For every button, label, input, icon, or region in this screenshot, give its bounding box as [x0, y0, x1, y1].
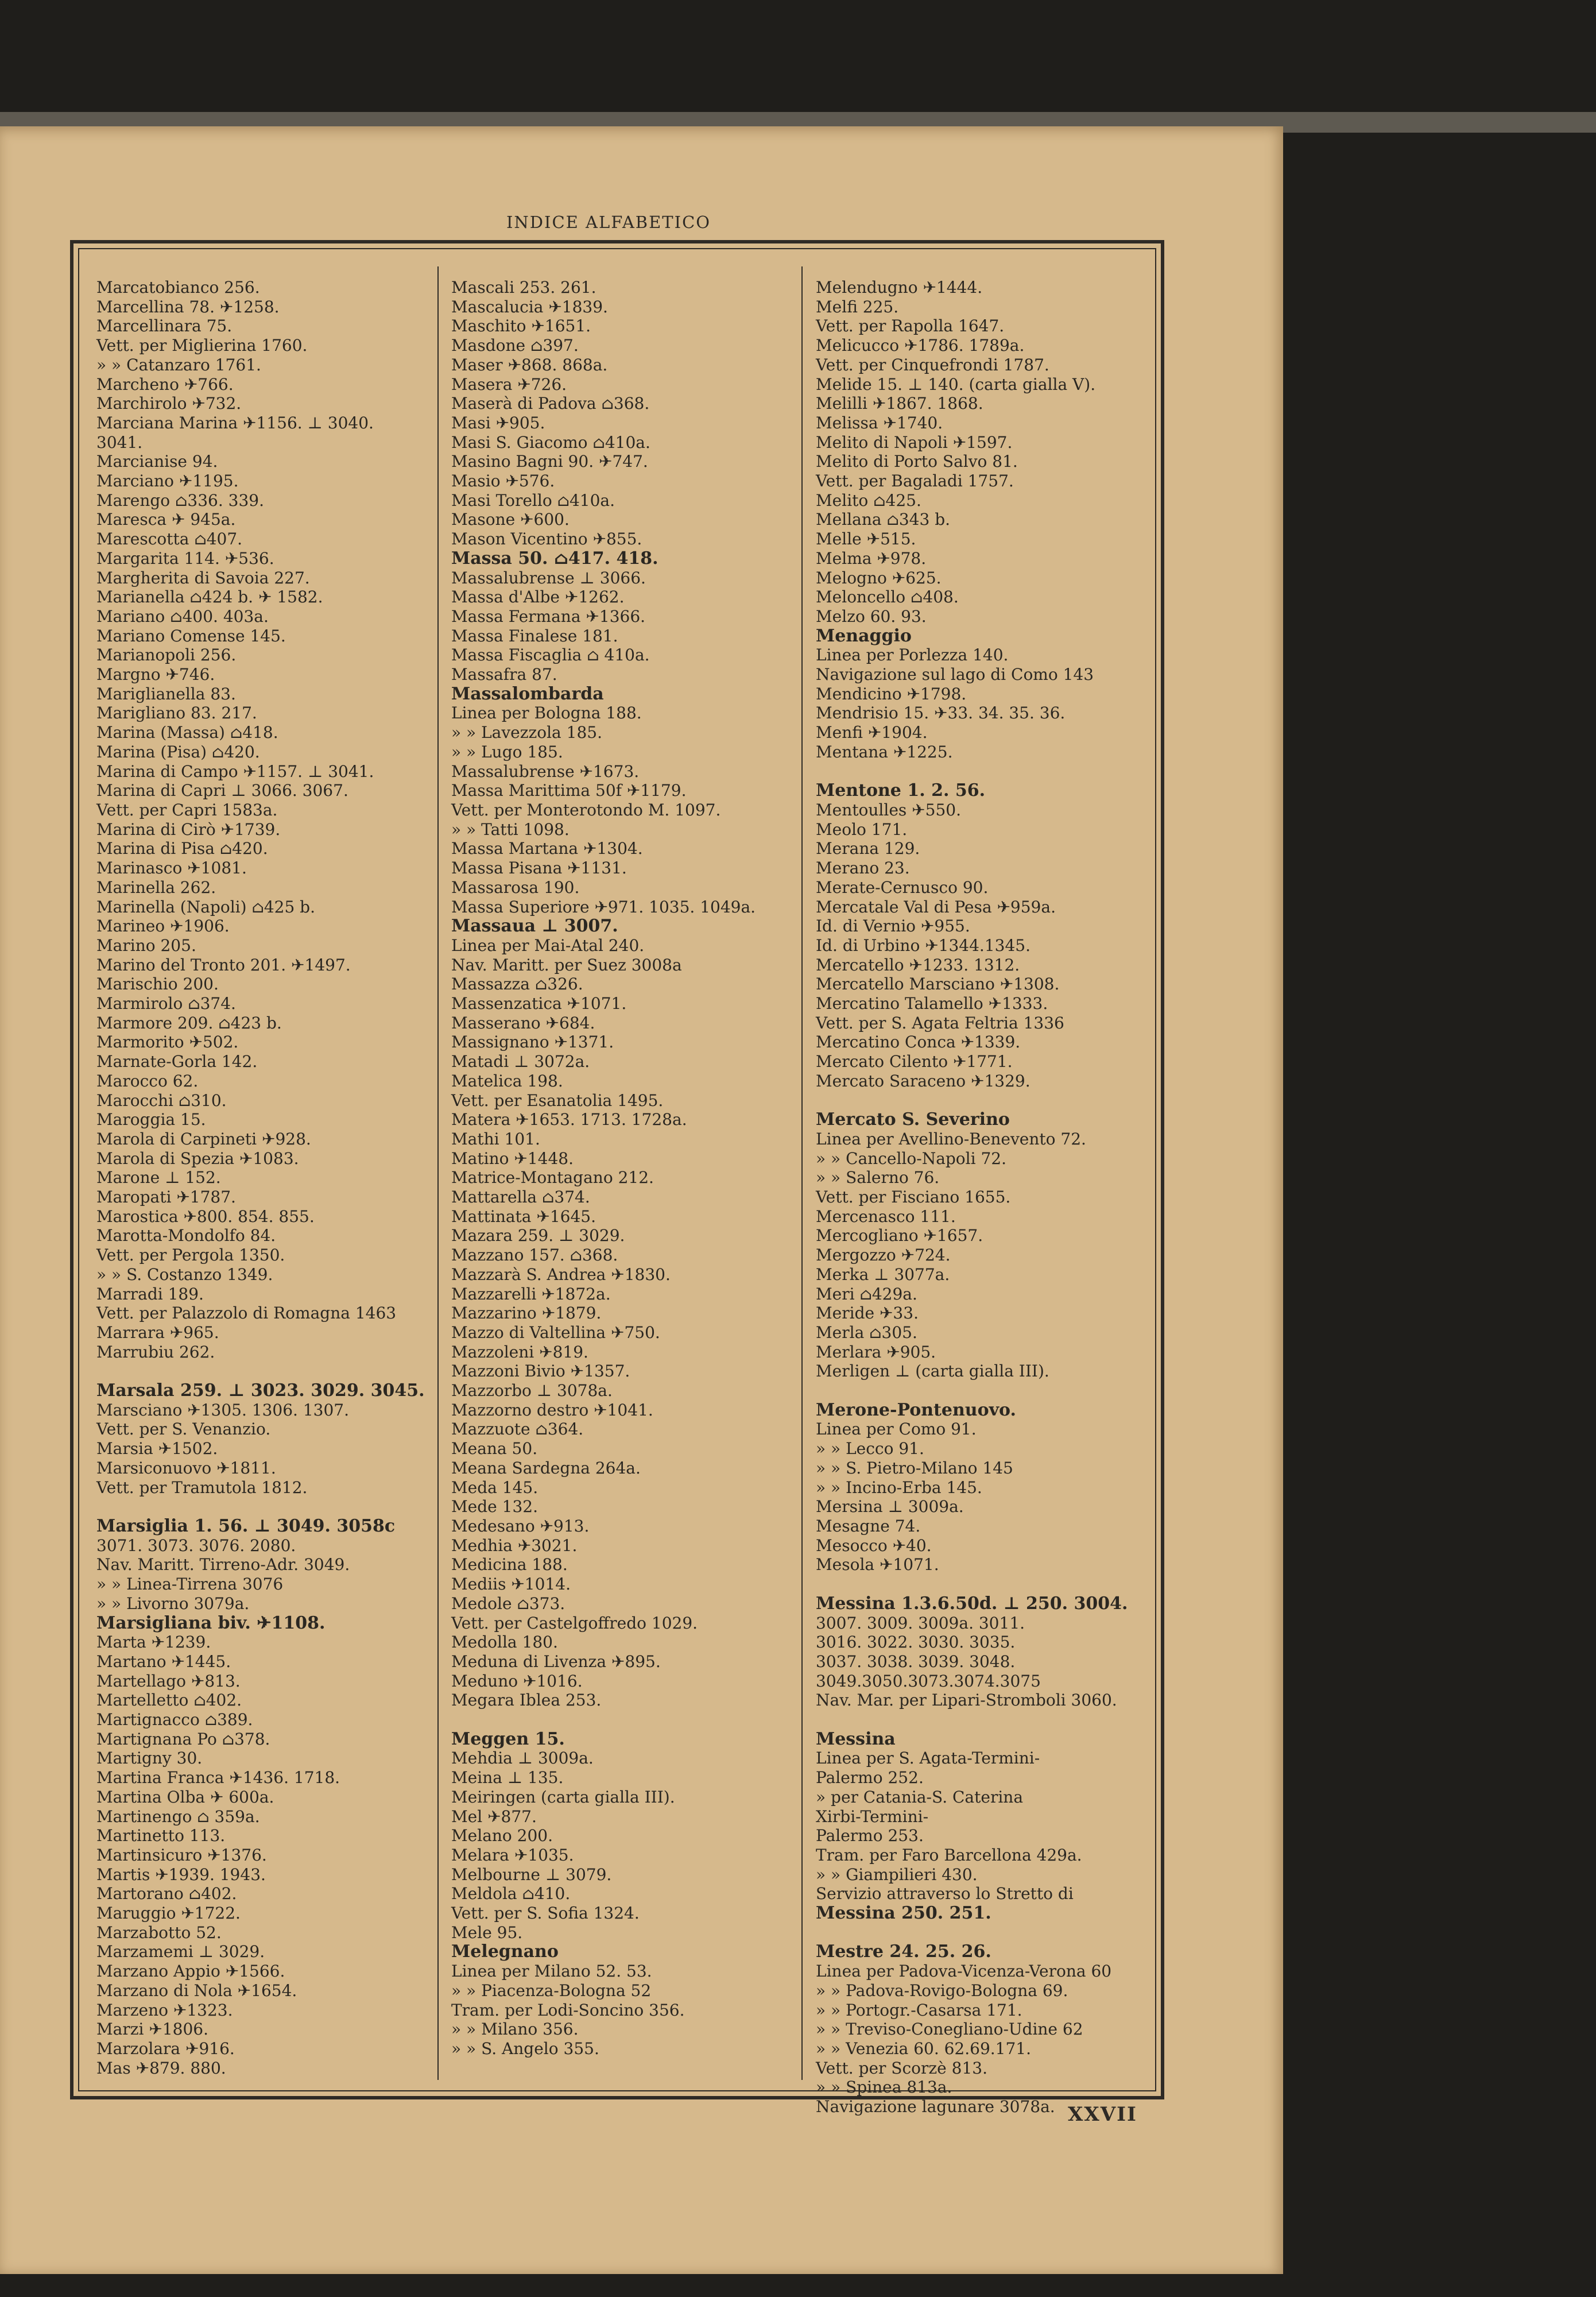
index-entry: Marzi ✈1806. [96, 2020, 208, 2039]
index-entry: » » Incino-Erba 145. [816, 1478, 982, 1497]
index-entry: Marocchi ⌂310. [96, 1091, 227, 1110]
index-entry: Masino Bagni 90. ✈747. [451, 452, 648, 471]
index-entry: Mede 132. [451, 1497, 538, 1517]
index-entry: Mazzorbo ⊥ 3078a. [451, 1381, 613, 1401]
index-entry: Merone-Pontenuovo. [816, 1399, 1016, 1420]
index-entry: » » Milano 356. [451, 2020, 579, 2039]
index-entry: » » Catanzaro 1761. [96, 355, 261, 374]
index-entry [451, 1710, 799, 1730]
index-entry: Mellana ⌂343 b. [816, 510, 951, 529]
index-entry [816, 762, 1155, 782]
index-entry: Linea per S. Agata-Termini- [816, 1749, 1040, 1768]
index-entry: Marmorito ✈502. [96, 1033, 239, 1052]
index-entry [816, 1381, 1155, 1401]
index-entry: Massazza ⌂326. [451, 975, 583, 994]
index-entry: » » Spinea 813a. [816, 2078, 952, 2097]
index-entry: Martis ✈1939. 1943. [96, 1865, 266, 1884]
index-entry: Marrubiu 262. [96, 1342, 215, 1362]
index-entry: Massa Martana ✈1304. [451, 839, 643, 859]
index-entry: Melfi 225. [816, 297, 899, 316]
index-entry: Vett. per S. Venanzio. [96, 1420, 271, 1439]
index-entry: Vett. per Castelgoffredo 1029. [451, 1613, 698, 1633]
index-entry: Nav. Maritt. per Suez 3008a [451, 955, 682, 975]
index-entry: Mercatello ✈1233. 1312. [816, 955, 1020, 975]
index-entry: Mercatino Talamello ✈1333. [816, 994, 1048, 1014]
index-column-2 [451, 278, 799, 2070]
index-entry: Vett. per Fisciano 1655. [816, 1188, 1011, 1207]
index-entry: Mazzo di Valtellina ✈750. [451, 1322, 660, 1342]
index-entry: Margarita 114. ✈536. [96, 548, 274, 568]
index-entry: Marchirolo ✈732. [96, 394, 242, 413]
index-entry: Vett. per Miglierina 1760. [96, 336, 308, 355]
index-entry: » » Lecco 91. [816, 1439, 924, 1459]
index-entry [816, 1923, 1155, 1943]
index-entry: Mascali 253. 261. [451, 278, 596, 297]
index-entry: Marnate-Gorla 142. [96, 1052, 258, 1072]
index-entry: Marcianise 94. [96, 452, 218, 471]
index-entry: Massa d'Albe ✈1262. [451, 587, 625, 607]
index-entry: Mercato Cilento ✈1771. [816, 1052, 1013, 1072]
index-entry: Melano 200. [451, 1826, 553, 1846]
index-entry: Marotta-Mondolfo 84. [96, 1226, 276, 1246]
index-entry: Massa Pisana ✈1131. [451, 859, 627, 878]
index-entry: Massenzatica ✈1071. [451, 994, 627, 1014]
index-entry: Marone ⊥ 152. [96, 1168, 221, 1188]
index-entry: Melito di Porto Salvo 81. [816, 452, 1018, 471]
index-entry: Marrara ✈965. [96, 1322, 219, 1342]
index-entry: Medolla 180. [451, 1633, 558, 1652]
index-entry: Nav. Maritt. Tirreno-Adr. 3049. [96, 1555, 350, 1575]
index-entry: » » Linea-Tirrena 3076 [96, 1575, 284, 1594]
index-entry: Meldola ⌂410. [451, 1884, 571, 1904]
index-entry: Marmore 209. ⌂423 b. [96, 1013, 282, 1033]
index-entry: » » Livorno 3079a. [96, 1594, 250, 1613]
index-entry: Marradi 189. [96, 1284, 204, 1304]
index-entry: Mestre 24. 25. 26. [816, 1942, 991, 1962]
index-entry: » » Salerno 76. [816, 1168, 940, 1188]
index-entry: Massaua ⊥ 3007. [451, 916, 618, 937]
index-entry: » » Portogr.-Casarsa 171. [816, 2000, 1022, 2020]
index-entry: Melegnano [451, 1942, 559, 1962]
index-entry: Marino 205. [96, 935, 196, 955]
page-header: INDICE ALFABETICO [506, 212, 711, 232]
index-entry: Mendrisio 15. ✈33. 34. 35. 36. [816, 703, 1066, 723]
index-entry: Melendugno ✈1444. [816, 278, 983, 297]
index-entry: Mesocco ✈40. [816, 1536, 932, 1555]
index-entry: Marina (Pisa) ⌂420. [96, 742, 260, 761]
index-entry: Meolo 171. [816, 819, 908, 839]
index-entry: Meri ⌂429a. [816, 1284, 917, 1304]
index-entry: Marocco 62. [96, 1071, 199, 1091]
index-entry: Marciano ✈1195. [96, 471, 239, 491]
index-entry: Mentone 1. 2. 56. [816, 780, 986, 801]
index-entry: Marzano Appio ✈1566. [96, 1962, 285, 1981]
index-entry: Martigny 30. [96, 1749, 203, 1768]
index-entry: Massarosa 190. [451, 877, 580, 897]
index-entry: Mazzoleni ✈819. [451, 1342, 588, 1362]
column-divider-2 [801, 266, 803, 2080]
index-entry: Masone ✈600. [451, 510, 570, 529]
index-entry: Mattinata ✈1645. [451, 1206, 596, 1226]
index-entry: Merlara ✈905. [816, 1342, 936, 1362]
index-entry: Mediis ✈1014. [451, 1575, 571, 1594]
index-entry: Marzano di Nola ✈1654. [96, 1981, 297, 2000]
index-entry [96, 1497, 435, 1517]
index-entry: Mentana ✈1225. [816, 742, 953, 761]
index-entry: Mazzarelli ✈1872a. [451, 1284, 611, 1304]
index-entry: Navigazione lagunare 3078a. [816, 2097, 1055, 2117]
index-entry: Palermo 252. [816, 1768, 924, 1788]
index-entry: Mazzorno destro ✈1041. [451, 1400, 653, 1420]
index-entry: Maroggia 15. [96, 1110, 206, 1130]
index-entry: Melissa ✈1740. [816, 413, 943, 432]
index-entry: 3037. 3038. 3039. 3048. [816, 1652, 1016, 1671]
index-entry: Vett. per Capri 1583a. [96, 800, 278, 819]
index-entry: Martignacco ⌂389. [96, 1710, 253, 1730]
index-entry: Marianopoli 256. [96, 645, 237, 665]
index-entry: Massa Superiore ✈971. 1035. 1049a. [451, 897, 756, 917]
index-entry: Martellago ✈813. [96, 1671, 241, 1691]
index-entry: Merana 129. [816, 839, 920, 859]
index-entry: Marzeno ✈1323. [96, 2000, 233, 2020]
index-entry: Massa Finalese 181. [451, 626, 618, 645]
index-entry: Marsiglia 1. 56. ⊥ 3049. 3058c [96, 1516, 396, 1536]
index-entry: Linea per Mai-Atal 240. [451, 935, 645, 955]
index-entry: Martinsicuro ✈1376. [96, 1845, 267, 1865]
index-entry: Merka ⊥ 3077a. [816, 1264, 950, 1284]
index-entry: Marescotta ⌂407. [96, 529, 243, 549]
index-entry: Messina 1.3.6.50d. ⊥ 250. 3004. [816, 1593, 1128, 1614]
index-entry: Medicina 188. [451, 1555, 568, 1575]
index-entry: Matelica 198. [451, 1071, 563, 1091]
index-entry: Massalubrense ⊥ 3066. [451, 568, 646, 587]
index-entry: Masserano ✈684. [451, 1013, 595, 1033]
index-entry: Marsiconuovo ✈1811. [96, 1458, 276, 1478]
index-entry: Marta ✈1239. [96, 1633, 211, 1652]
index-entry: Marinasco ✈1081. [96, 859, 247, 878]
index-entry: Vett. per Palazzolo di Romagna 1463 [96, 1304, 397, 1323]
index-entry: Marina (Massa) ⌂418. [96, 723, 278, 743]
index-entry: Marsciano ✈1305. 1306. 1307. [96, 1400, 349, 1420]
index-entry: Linea per Padova-Vicenza-Verona 60 [816, 1962, 1112, 1981]
index-entry: Melicucco ✈1786. 1789a. [816, 336, 1025, 355]
index-entry: » » Treviso-Conegliano-Udine 62 [816, 2020, 1083, 2039]
index-entry: Marinella 262. [96, 877, 216, 897]
index-entry: Martinetto 113. [96, 1826, 226, 1846]
index-entry: Mercenasco 111. [816, 1206, 956, 1226]
index-entry: Id. di Vernio ✈955. [816, 917, 970, 936]
index-entry: Medhia ✈3021. [451, 1536, 578, 1555]
index-entry [816, 1091, 1155, 1111]
index-entry: Masi ✈905. [451, 413, 545, 432]
index-entry: Martelletto ⌂402. [96, 1691, 242, 1710]
index-entry: Mersina ⊥ 3009a. [816, 1497, 964, 1517]
index-entry: Medesano ✈913. [451, 1517, 590, 1536]
index-entry: Martano ✈1445. [96, 1652, 231, 1671]
index-entry [816, 1575, 1155, 1594]
index-entry: Melbourne ⊥ 3079. [451, 1865, 612, 1884]
index-entry: Nav. Mar. per Lipari-Stromboli 3060. [816, 1691, 1117, 1710]
index-entry: Tram. per Faro Barcellona 429a. [816, 1845, 1082, 1865]
index-entry: » » S. Costanzo 1349. [96, 1264, 273, 1284]
index-entry: Marinella (Napoli) ⌂425 b. [96, 897, 315, 917]
index-entry: Massafra 87. [451, 665, 557, 685]
index-entry: Mazzarino ✈1879. [451, 1304, 602, 1323]
index-entry: Marola di Carpineti ✈928. [96, 1129, 311, 1148]
index-entry: 3041. [96, 432, 143, 452]
index-entry: Marcellina 78. ✈1258. [96, 297, 280, 316]
index-entry: Vett. per Pergola 1350. [96, 1246, 285, 1265]
index-entry: Tram. per Lodi-Soncino 356. [451, 2000, 685, 2020]
index-entry: » » Venezia 60. 62.69.171. [816, 2039, 1032, 2058]
index-entry: 3071. 3073. 3076. 2080. [96, 1536, 296, 1555]
index-entry: Mazara 259. ⊥ 3029. [451, 1226, 625, 1246]
index-entry: Marino del Tronto 201. ✈1497. [96, 955, 351, 975]
index-entry: Meride ✈33. [816, 1304, 919, 1323]
index-entry: Martorano ⌂402. [96, 1884, 237, 1904]
index-entry: Massa Marittima 50f ✈1179. [451, 781, 687, 801]
index-entry: Martina Franca ✈1436. 1718. [96, 1768, 340, 1788]
index-entry: Marmirolo ⌂374. [96, 994, 236, 1014]
index-entry: Marola di Spezia ✈1083. [96, 1148, 299, 1168]
index-entry: Melito ⌂425. [816, 490, 921, 510]
index-entry: Messina 250. 251. [816, 1903, 991, 1924]
index-entry: Meiringen (carta gialla III). [451, 1787, 675, 1807]
index-entry: Marina di Capri ⊥ 3066. 3067. [96, 781, 348, 801]
index-entry: » » Lavezzola 185. [451, 723, 602, 743]
index-entry: Mercato S. Severino [816, 1109, 1010, 1130]
index-entry: Merla ⌂305. [816, 1322, 917, 1342]
index-entry: Marina di Campo ✈1157. ⊥ 3041. [96, 761, 374, 781]
index-entry: Merate-Cernusco 90. [816, 877, 989, 897]
index-entry [816, 1710, 1155, 1730]
column-divider-1 [437, 266, 439, 2080]
index-entry: Mazzuote ⌂364. [451, 1420, 584, 1439]
index-entry: Vett. per Monterotondo M. 1097. [451, 800, 721, 819]
index-entry: Melle ✈515. [816, 529, 916, 549]
index-entry: » » S. Pietro-Milano 145 [816, 1458, 1013, 1478]
index-entry: Messina [816, 1728, 896, 1749]
index-entry: Vett. per Esanatolia 1495. [451, 1091, 664, 1110]
index-entry: Mesagne 74. [816, 1517, 921, 1536]
index-entry: Linea per Porlezza 140. [816, 645, 1009, 665]
index-entry: Meggen 15. [451, 1728, 565, 1749]
index-entry: » per Catania-S. Caterina [816, 1787, 1024, 1807]
index-entry: Merano 23. [816, 859, 910, 878]
index-entry: Mazzarà S. Andrea ✈1830. [451, 1264, 671, 1284]
index-entry: » » Tatti 1098. [451, 819, 570, 839]
index-entry: Maserà di Padova ⌂368. [451, 394, 650, 413]
index-entry: Marzamemi ⊥ 3029. [96, 1942, 265, 1962]
page-number: XXVII [1068, 2103, 1137, 2126]
index-entry: Mercato Saraceno ✈1329. [816, 1071, 1031, 1091]
index-entry: Megara Iblea 253. [451, 1691, 602, 1710]
index-entry: Martignana Po ⌂378. [96, 1729, 270, 1749]
index-entry: Mazzano 157. ⌂368. [451, 1246, 618, 1265]
index-entry: Massalubrense ✈1673. [451, 761, 640, 781]
index-entry: Mariglianella 83. [96, 684, 236, 703]
index-entry: » » S. Angelo 355. [451, 2039, 599, 2058]
index-entry: Marzabotto 52. [96, 1923, 222, 1942]
index-entry: Vett. per Tramutola 1812. [96, 1478, 308, 1497]
index-entry: Melara ✈1035. [451, 1845, 574, 1865]
index-entry: Mercogliano ✈1657. [816, 1226, 983, 1246]
index-entry: Linea per Bologna 188. [451, 703, 642, 723]
index-entry: Mele 95. [451, 1923, 523, 1942]
index-entry: Linea per Como 91. [816, 1420, 977, 1439]
index-entry: Palermo 253. [816, 1826, 924, 1846]
index-entry: Mergozzo ✈724. [816, 1246, 951, 1265]
index-entry: Mazzoni Bivio ✈1357. [451, 1362, 630, 1381]
index-entry: Servizio attraverso lo Stretto di [816, 1884, 1074, 1904]
index-entry: Massa Fermana ✈1366. [451, 606, 646, 626]
index-entry: Meduna di Livenza ✈895. [451, 1652, 661, 1671]
index-entry: » » Piacenza-Bologna 52 [451, 1981, 652, 2000]
index-entry: Maruggio ✈1722. [96, 1904, 241, 1923]
index-entry: Marina di Pisa ⌂420. [96, 839, 268, 859]
index-entry: Xirbi-Termini- [816, 1807, 929, 1826]
index-entry: Id. di Urbino ✈1344.1345. [816, 935, 1031, 955]
index-entry: Massa Fiscaglia ⌂ 410a. [451, 645, 650, 665]
index-entry: Mentoulles ✈550. [816, 800, 961, 819]
index-entry: 3016. 3022. 3030. 3035. [816, 1633, 1016, 1652]
index-entry: Masi Torello ⌂410a. [451, 490, 615, 510]
index-entry: Maser ✈868. 868a. [451, 355, 608, 374]
index-entry: Mercatale Val di Pesa ✈959a. [816, 897, 1056, 917]
index-entry: 3007. 3009. 3009a. 3011. [816, 1613, 1025, 1633]
index-entry: Masdone ⌂397. [451, 336, 579, 355]
index-column-1 [96, 278, 435, 2078]
index-entry: Melzo 60. 93. [816, 606, 927, 626]
index-entry: Maschito ✈1651. [451, 316, 591, 336]
index-entry: » » Giampilieri 430. [816, 1865, 978, 1884]
index-entry: Meduno ✈1016. [451, 1671, 583, 1691]
index-entry: Vett. per S. Agata Feltria 1336 [816, 1013, 1064, 1033]
index-entry: Linea per Milano 52. 53. [451, 1962, 652, 1981]
index-entry: Mason Vicentino ✈855. [451, 529, 642, 549]
index-entry: » » Lugo 185. [451, 742, 563, 761]
index-entry: Vett. per Bagaladi 1757. [816, 471, 1014, 491]
index-entry: Marischio 200. [96, 975, 219, 994]
index-entry: 3049.3050.3073.3074.3075 [816, 1671, 1041, 1691]
index-entry: Mercatino Conca ✈1339. [816, 1033, 1021, 1052]
index-entry: Mesola ✈1071. [816, 1555, 939, 1575]
index-entry: Marsia ✈1502. [96, 1439, 218, 1459]
index-entry: Menaggio [816, 625, 912, 646]
index-entry: » » Cancello-Napoli 72. [816, 1148, 1007, 1168]
index-entry: Meana 50. [451, 1439, 538, 1459]
index-entry: Marciana Marina ✈1156. ⊥ 3040. [96, 413, 374, 432]
index-entry: Margno ✈746. [96, 665, 215, 685]
index-entry: Vett. per S. Sofia 1324. [451, 1904, 640, 1923]
index-entry: Marsala 259. ⊥ 3023. 3029. 3045. [96, 1380, 425, 1401]
index-entry: Mehdia ⊥ 3009a. [451, 1749, 594, 1768]
index-entry: Maresca ✈ 945a. [96, 510, 236, 529]
index-entry: Vett. per Scorzè 813. [816, 2058, 987, 2078]
index-entry: Marina di Cirò ✈1739. [96, 819, 281, 839]
index-entry: Menfi ✈1904. [816, 723, 928, 743]
index-entry [96, 1362, 435, 1381]
index-entry: Mercatello Marsciano ✈1308. [816, 975, 1060, 994]
index-entry: Meana Sardegna 264a. [451, 1458, 641, 1478]
index-entry: Matadi ⊥ 3072a. [451, 1052, 590, 1072]
index-entry: Masio ✈576. [451, 471, 555, 491]
index-entry: Medole ⌂373. [451, 1594, 565, 1613]
index-entry: Meloncello ⌂408. [816, 587, 959, 607]
index-entry: Marcatobianco 256. [96, 278, 260, 297]
index-entry: Margherita di Savoia 227. [96, 568, 310, 587]
index-entry: Marostica ✈800. 854. 855. [96, 1206, 315, 1226]
index-entry: Meda 145. [451, 1478, 539, 1497]
index-entry: Marianella ⌂424 b. ✈ 1582. [96, 587, 323, 607]
index-entry: Matrice-Montagano 212. [451, 1168, 654, 1188]
index-entry: Melilli ✈1867. 1868. [816, 394, 983, 413]
index-entry: Marsigliana biv. ✈1108. [96, 1612, 326, 1633]
index-entry: » » Padova-Rovigo-Bologna 69. [816, 1981, 1068, 2000]
index-entry: Melide 15. ⊥ 140. (carta gialla V). [816, 374, 1096, 394]
index-entry: Marineo ✈1906. [96, 917, 230, 936]
index-entry: Mas ✈879. 880. [96, 2058, 226, 2078]
index-entry: Marzolara ✈916. [96, 2039, 235, 2058]
index-entry: Mathi 101. [451, 1129, 540, 1148]
index-entry: Martina Olba ✈ 600a. [96, 1787, 274, 1807]
index-entry: Marengo ⌂336. 339. [96, 490, 265, 510]
index-entry: Matino ✈1448. [451, 1148, 574, 1168]
index-entry: Mel ✈877. [451, 1807, 537, 1826]
index-entry: Navigazione sul lago di Como 143 [816, 665, 1094, 685]
index-entry: Meina ⊥ 135. [451, 1768, 564, 1788]
index-entry: Mariano Comense 145. [96, 626, 286, 645]
index-entry: Martinengo ⌂ 359a. [96, 1807, 260, 1826]
index-entry: Mendicino ✈1798. [816, 684, 967, 703]
index-entry: Merligen ⊥ (carta gialla III). [816, 1362, 1049, 1381]
index-entry: Matera ✈1653. 1713. 1728a. [451, 1110, 687, 1130]
index-entry: Mariano ⌂400. 403a. [96, 606, 269, 626]
index-entry: Melito di Napoli ✈1597. [816, 432, 1013, 452]
index-entry: Masera ✈726. [451, 374, 567, 394]
index-entry: Mattarella ⌂374. [451, 1188, 590, 1207]
index-entry: Melogno ✈625. [816, 568, 942, 587]
index-entry: Massa 50. ⌂417. 418. [451, 548, 658, 569]
index-entry: Maropati ✈1787. [96, 1188, 236, 1207]
index-entry: Melma ✈978. [816, 548, 927, 568]
index-entry: Linea per Avellino-Benevento 72. [816, 1129, 1086, 1148]
index-entry: Vett. per Rapolla 1647. [816, 316, 1005, 336]
index-entry: Mascalucia ✈1839. [451, 297, 608, 316]
index-entry: Marcellinara 75. [96, 316, 233, 336]
index-entry: Marigliano 83. 217. [96, 703, 257, 723]
index-entry: Massignano ✈1371. [451, 1033, 614, 1052]
index-entry: Masi S. Giacomo ⌂410a. [451, 432, 650, 452]
index-entry: Vett. per Cinquefrondi 1787. [816, 355, 1049, 374]
index-entry: Marcheno ✈766. [96, 374, 234, 394]
index-entry: Massalombarda [451, 683, 604, 704]
